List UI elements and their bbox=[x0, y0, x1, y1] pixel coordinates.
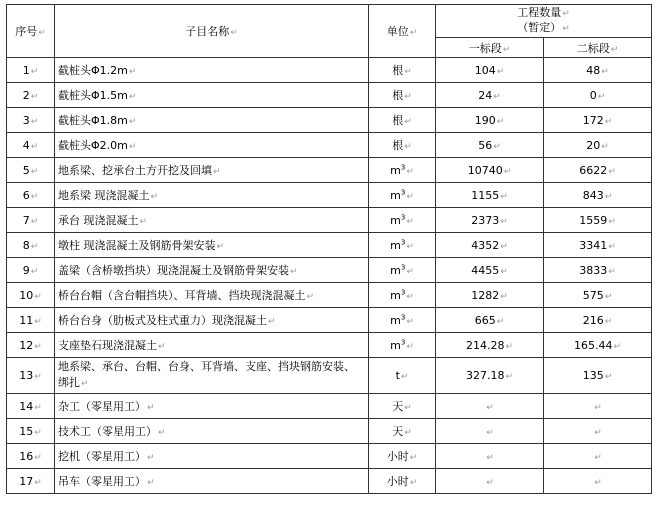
table-row bbox=[7, 394, 652, 419]
header-unit: 单位↵ bbox=[369, 5, 436, 58]
row-section-1-qty: ↵ bbox=[436, 469, 544, 494]
table-row bbox=[7, 158, 652, 183]
row-item-name: 截桩头Φ2.0m↵ bbox=[55, 133, 369, 158]
row-number: 13↵ bbox=[7, 358, 55, 394]
header-seq: 序号↵ bbox=[7, 5, 55, 58]
row-section-2-qty: ↵ bbox=[544, 444, 652, 469]
table-row bbox=[7, 258, 652, 283]
table-row bbox=[7, 444, 652, 469]
row-number: 11↵ bbox=[7, 308, 55, 333]
row-section-2-qty: 216↵ bbox=[544, 308, 652, 333]
row-section-2-qty: ↵ bbox=[544, 419, 652, 444]
row-unit: $m^3↵$ bbox=[369, 183, 436, 208]
row-section-1-qty: 56↵ bbox=[436, 133, 544, 158]
row-section-1-qty: ↵ bbox=[436, 394, 544, 419]
row-section-1-qty: 24↵ bbox=[436, 83, 544, 108]
row-item-name: 杂工（零星用工）↵ bbox=[55, 394, 369, 419]
row-section-1-qty: 214.28↵ bbox=[436, 333, 544, 358]
row-unit: $m^3↵$ bbox=[369, 333, 436, 358]
table-row bbox=[7, 233, 652, 258]
header-name: 子目名称↵ bbox=[55, 5, 369, 58]
row-section-2-qty: 0↵ bbox=[544, 83, 652, 108]
row-unit: 根↵ bbox=[369, 58, 436, 83]
row-number: 4↵ bbox=[7, 133, 55, 158]
row-section-1-qty: 1155↵ bbox=[436, 183, 544, 208]
row-section-2-qty: 135↵ bbox=[544, 358, 652, 394]
table-row bbox=[7, 133, 652, 158]
row-item-name: 桥台台身（肋板式及柱式重力）现浇混凝土↵ bbox=[55, 308, 369, 333]
row-section-2-qty: 3341↵ bbox=[544, 233, 652, 258]
row-number: 14↵ bbox=[7, 394, 55, 419]
row-unit: $m^3↵$ bbox=[369, 233, 436, 258]
row-unit: 根↵ bbox=[369, 133, 436, 158]
table-row bbox=[7, 58, 652, 83]
row-item-name: 截桩头Φ1.8m↵ bbox=[55, 108, 369, 133]
row-section-1-qty: 2373↵ bbox=[436, 208, 544, 233]
header-section-1: 一标段↵ bbox=[436, 38, 544, 58]
row-section-1-qty: 4455↵ bbox=[436, 258, 544, 283]
row-item-name: 桥台台帽（含台帽挡块）、耳背墙、挡块现浇混凝土↵ bbox=[55, 283, 369, 308]
row-item-name: 技术工（零星用工）↵ bbox=[55, 419, 369, 444]
row-item-name: 地系梁 现浇混凝土↵ bbox=[55, 183, 369, 208]
row-number: 9↵ bbox=[7, 258, 55, 283]
header-section-2: 二标段↵ bbox=[544, 38, 652, 58]
row-number: 8↵ bbox=[7, 233, 55, 258]
table-row bbox=[7, 83, 652, 108]
row-unit: $m^3↵$ bbox=[369, 208, 436, 233]
row-number: 12↵ bbox=[7, 333, 55, 358]
row-number: 10↵ bbox=[7, 283, 55, 308]
row-section-2-qty: ↵ bbox=[544, 469, 652, 494]
row-number: 6↵ bbox=[7, 183, 55, 208]
row-section-2-qty: 48↵ bbox=[544, 58, 652, 83]
table-row bbox=[7, 208, 652, 233]
row-unit: 根↵ bbox=[369, 108, 436, 133]
row-section-2-qty: 20↵ bbox=[544, 133, 652, 158]
row-item-name: 支座垫石现浇混凝土↵ bbox=[55, 333, 369, 358]
row-number: 16↵ bbox=[7, 444, 55, 469]
row-item-name: 截桩头Φ1.5m↵ bbox=[55, 83, 369, 108]
table-row bbox=[7, 358, 652, 394]
row-section-1-qty: 327.18↵ bbox=[436, 358, 544, 394]
row-item-name: 截桩头Φ1.2m↵ bbox=[55, 58, 369, 83]
row-number: 15↵ bbox=[7, 419, 55, 444]
row-item-name: 承台 现浇混凝土↵ bbox=[55, 208, 369, 233]
row-unit: 根↵ bbox=[369, 83, 436, 108]
row-section-1-qty: 190↵ bbox=[436, 108, 544, 133]
row-section-2-qty: 3833↵ bbox=[544, 258, 652, 283]
row-section-1-qty: ↵ bbox=[436, 419, 544, 444]
row-number: 7↵ bbox=[7, 208, 55, 233]
table-row bbox=[7, 419, 652, 444]
row-number: 5↵ bbox=[7, 158, 55, 183]
row-section-2-qty: 6622↵ bbox=[544, 158, 652, 183]
row-item-name: 地系梁、挖承台土方开挖及回填↵ bbox=[55, 158, 369, 183]
row-unit: t↵ bbox=[369, 358, 436, 394]
table-row bbox=[7, 308, 652, 333]
row-section-2-qty: 575↵ bbox=[544, 283, 652, 308]
header-row bbox=[7, 5, 652, 38]
row-unit: $m^3↵$ bbox=[369, 308, 436, 333]
row-unit: $m^3↵$ bbox=[369, 258, 436, 283]
row-section-1-qty: 10740↵ bbox=[436, 158, 544, 183]
row-number: 3↵ bbox=[7, 108, 55, 133]
row-section-1-qty: ↵ bbox=[436, 444, 544, 469]
row-section-2-qty: ↵ bbox=[544, 394, 652, 419]
row-section-1-qty: 1282↵ bbox=[436, 283, 544, 308]
row-section-2-qty: 843↵ bbox=[544, 183, 652, 208]
row-number: 17↵ bbox=[7, 469, 55, 494]
row-section-2-qty: 172↵ bbox=[544, 108, 652, 133]
header-quantity: 工程数量↵ （暂定）↵ bbox=[436, 5, 652, 38]
row-unit: 天↵ bbox=[369, 419, 436, 444]
row-section-1-qty: 4352↵ bbox=[436, 233, 544, 258]
row-item-name: 吊车（零星用工）↵ bbox=[55, 469, 369, 494]
table-row bbox=[7, 183, 652, 208]
row-item-name: 墩柱 现浇混凝土及钢筋骨架安装↵ bbox=[55, 233, 369, 258]
row-section-1-qty: 665↵ bbox=[436, 308, 544, 333]
row-section-2-qty: 1559↵ bbox=[544, 208, 652, 233]
table-row bbox=[7, 469, 652, 494]
row-item-name: 挖机（零星用工）↵ bbox=[55, 444, 369, 469]
row-item-name: 地系梁、承台、台帽、台身、耳背墙、支座、挡块钢筋安装、绑扎↵ bbox=[55, 358, 369, 394]
table-row bbox=[7, 283, 652, 308]
table-row bbox=[7, 333, 652, 358]
row-unit: $m^3↵$ bbox=[369, 158, 436, 183]
row-item-name: 盖梁（含桥墩挡块）现浇混凝土及钢筋骨架安装↵ bbox=[55, 258, 369, 283]
quantity-table bbox=[6, 4, 652, 494]
row-section-1-qty: 104↵ bbox=[436, 58, 544, 83]
row-section-2-qty: 165.44↵ bbox=[544, 333, 652, 358]
row-unit: $m^3↵$ bbox=[369, 283, 436, 308]
row-unit: 天↵ bbox=[369, 394, 436, 419]
table-row bbox=[7, 108, 652, 133]
row-unit: 小时↵ bbox=[369, 469, 436, 494]
row-number: 2↵ bbox=[7, 83, 55, 108]
row-number: 1↵ bbox=[7, 58, 55, 83]
row-unit: 小时↵ bbox=[369, 444, 436, 469]
